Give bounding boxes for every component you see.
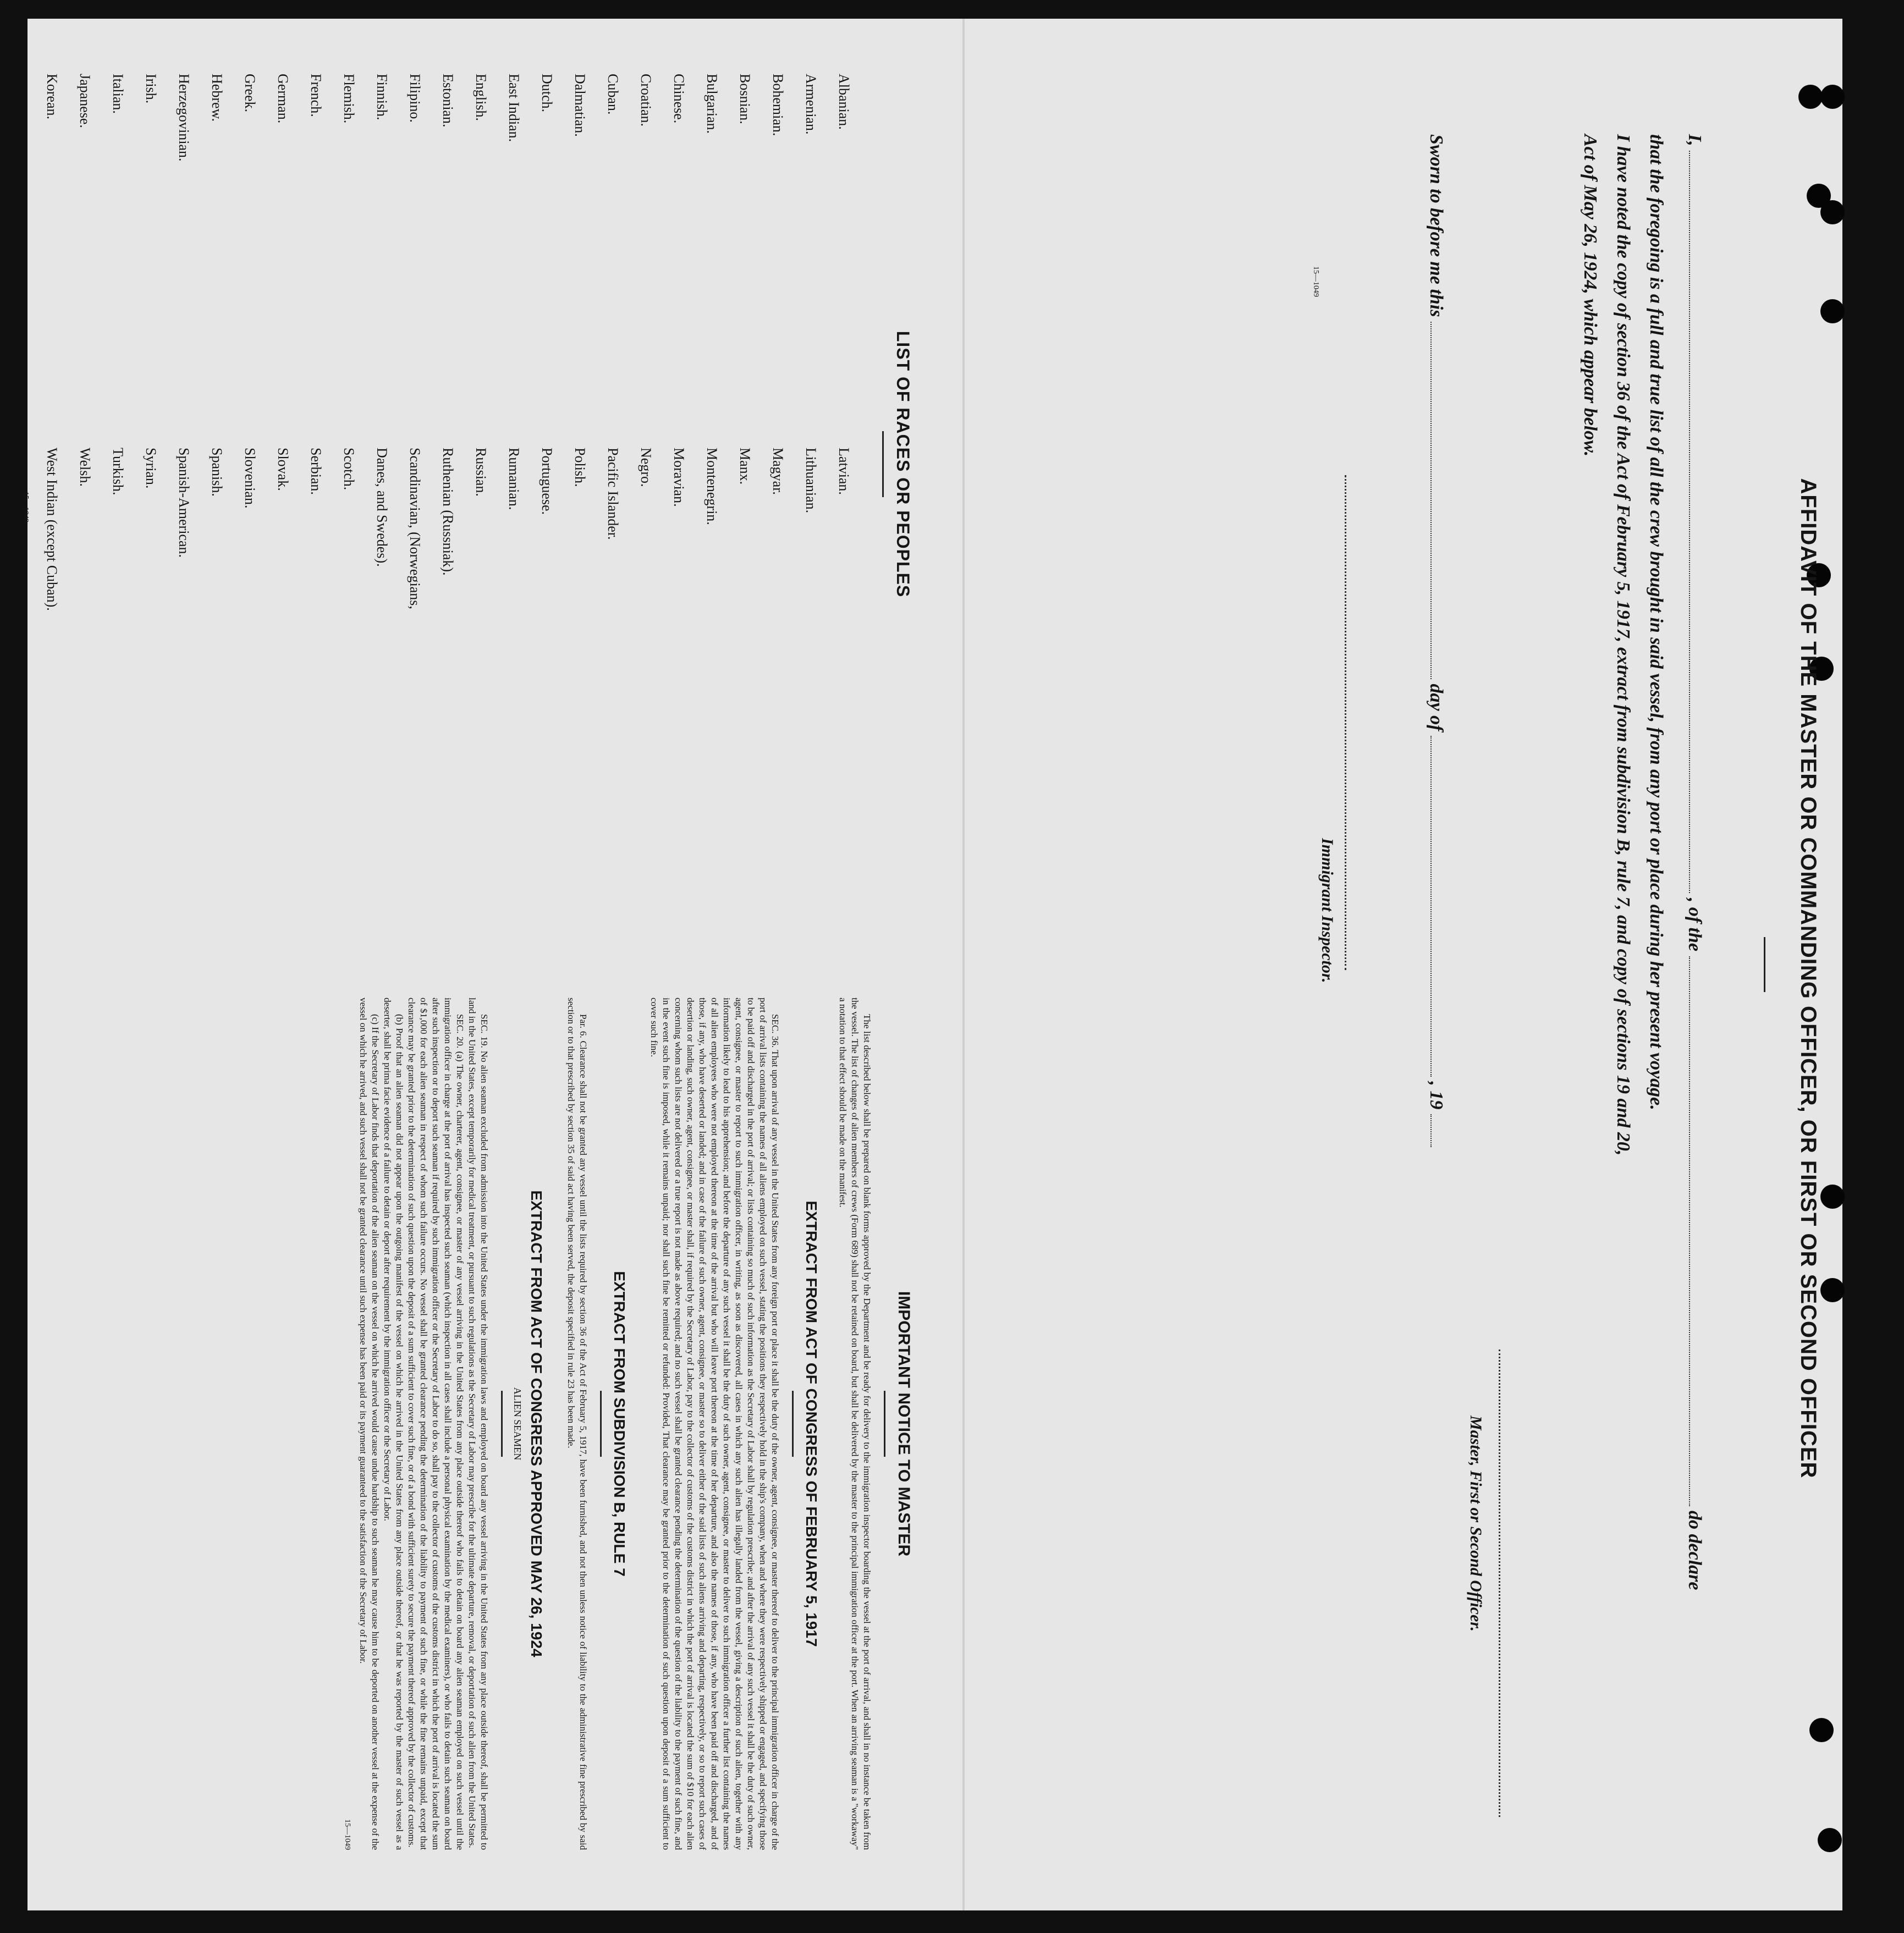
race-list-item: Rumanian. (506, 448, 522, 510)
races-column-2 (35, 448, 860, 800)
race-list-item: Bosnian. (737, 74, 753, 124)
race-list-item: Irish. (143, 74, 159, 104)
notice-heading: IMPORTANT NOTICE TO MASTER (895, 1291, 913, 1557)
affidavit-line-2: that the foregoing is a full and true list of all the crew brought in said vessel, from any port or place during her present voyage. (1646, 134, 1666, 1110)
race-list-item: Cuban. (605, 74, 621, 115)
notice-intro: The list described below shall be prepared on blank forms approved by the Department and be ready for delivery to the immigration inspector boarding the vessel at the port of arrival, and shall in no instance be taken from the vessel. The list of changes of alien members of crews (Form 689) shall not be retained on board, but shall be delivered by the master to the principal immigration officer at the port. When an arriving seaman is a "workaway" a notation to that effect should be made on the manifest. (838, 998, 872, 1850)
vessel-blank (1689, 956, 1704, 1506)
race-list-item: Hebrew. (209, 74, 225, 122)
section-19-text: SEC. 19. No alien seaman excluded from admission into the United States under the immigration laws and employed on board any vessel arriving in the United States from any place outside thereof, shall be permitted to land in the United States, except temporarily for medical treatment, or pursuant to such regulations as the Secretary of Labor may prescribe for the ultimate departure, removal, or deportation of such alien from the United States. (467, 998, 489, 1850)
affidavit-form-number: 15—1049 (1312, 266, 1320, 297)
sworn-year: , 19 (1426, 1081, 1446, 1110)
race-list-item: Greek. (242, 74, 258, 113)
race-list-item: Filipino. (407, 74, 423, 123)
race-list-item: Spanish. (209, 448, 225, 497)
sworn-date-blank (1430, 322, 1446, 679)
race-list-item: Korean. (44, 74, 60, 120)
race-list-item: Moravian. (671, 448, 687, 507)
extract1-text: SEC. 36. That upon arrival of any vessel in the United States from any foreign port or place it shall be the duty of the owner, agent, consignee, or master thereof to deliver to the principal immigration officer in charge of the port of arrival lists containing the names of all aliens employed on such vessel, stating the positions they respectively hold in the ship's company, when and where they were respectively shipped or engaged, and specifying those to be paid off and discharged in the port of arrival; or lists containing so much of such information as the Secretary of Labor shall by regulation prescribe; and after the arrival of any such vessel it shall be the duty of such owner, agent, consignee, or master to report to such immigration officer, in writing, as soon as discovered, all cases in which any such alien has illegally landed from the vessel, giving a description of such alien, together with any information likely to lead to his apprehension; and before the departure of any such vessel it shall be the duty of such owner, agent, consignee, or master to deliver to such immigration officer a further list containing the names of all alien employees who were not employed thereon at the time of the arrival but who will leave port thereon at the time of her departure, and also the names of those, if any, who have been paid off and discharged, and of those, if any, who have deserted or landed; and in case of the failure of such owner, agent, consignee, or master so to deliver either of the said lists of such aliens arriving and departing, respectively, or so to report such cases of desertion or landing, such owner, agent, consignee, or master shall, if required by the Secretary of Labor, pay to the collector of customs of the customs district in which the port of arrival is located the sum of $10 for each alien concerning whom such lists are not delivered or a true report is not made as above required; and no such vessel shall be granted clearance pending the determination of the question of the liability to the payment of such fine, and in the event such fine is imposed, while it remains unpaid; nor shall such fine be remitted or refunded: Provided, That clearance may be granted prior to the determination of such question upon deposit of a sum sufficient to cover such fine. (649, 998, 780, 1850)
affidavit-line1-start: I, (1685, 134, 1705, 146)
races-title: LIST OF RACES OR PEOPLES (893, 331, 913, 598)
race-list-item: Estonian. (440, 74, 456, 128)
race-list-item: Negro. (638, 448, 654, 487)
inspector-signature-label: Immigrant Inspector. (1318, 838, 1336, 983)
extract2-heading: EXTRACT FROM SUBDIVISION B, RULE 7 (611, 1271, 628, 1577)
title-rule (1764, 937, 1765, 992)
notice-rule (884, 1391, 885, 1457)
affidavit-line-3: I have noted the copy of section 36 of the Act of February 5, 1917, extract from subdivision B, rule 7, and copy of sections 19 and 20, (1613, 134, 1633, 1156)
extract3-subheading: ALIEN SEAMEN (512, 1387, 523, 1461)
affidavit-line1-end: do declare (1685, 1511, 1705, 1590)
form-sheet (21, 19, 1842, 1910)
race-list-item: English. (473, 74, 489, 121)
race-list-item: Magyar. (770, 448, 786, 495)
races-section (21, 52, 913, 877)
race-list-item: Serbian. (308, 448, 324, 495)
race-list-item: East Indian. (506, 74, 522, 142)
race-list-item: Pacific Islander. (605, 448, 621, 540)
race-list-item: Ruthenian (Russniak). (440, 448, 456, 576)
officer-signature-line (1499, 1350, 1501, 1817)
race-list-item: German. (275, 74, 291, 124)
rotated-form-content (21, 19, 1842, 1910)
race-list-item: Albanian. (836, 74, 852, 130)
race-list-item: Latvian. (836, 448, 852, 495)
races-rule (882, 431, 884, 497)
race-list-item: Bulgarian. (704, 74, 720, 134)
race-list-item: West Indian (except Cuban). (44, 448, 60, 611)
notice-section (66, 998, 913, 1850)
races-column-1 (35, 74, 860, 426)
race-list-item: Slovak. (275, 448, 291, 491)
race-list-item: Danes, and Swedes). (374, 448, 390, 567)
extract3-heading: EXTRACT FROM ACT OF CONGRESS APPROVED MAY 26, 1924 (528, 1190, 545, 1657)
sworn-prefix: Sworn to before me this (1426, 134, 1446, 317)
section-20a-text: SEC. 20. (a) The owner, charterer, agent, consignee, or master of any vessel arriving in the United States from any place outside thereof who fails to detain on board any alien seaman employed on such vessel until the immigration officer in charge at the port of arrival has inspected such seaman (which inspection in all cases shall include a personal physical examination by the medical examiners), or who fails to detain such seaman on board after such inspection or to deport such seaman if required by such immigration officer or the Secretary of Labor to do so, shall pay to the collector of customs of the customs district in which the port of arrival is located the sum of $1,000 for each alien seaman in respect of whom such failure occurs. No vessel shall be granted clearance pending the determination of the liability to payment of such fine, or while the fine remains unpaid, except that clearance may be granted prior to the determination of such question upon the deposit of a sum sufficient to cover such fine, or of a bond with sufficient surety to secure the payment thereof approved by the collector of customs. (406, 998, 465, 1850)
race-list-item: Dalmatian. (572, 74, 588, 137)
notice-form-number: 15—1049 (343, 1819, 351, 1850)
race-list-item: Lithuanian. (803, 448, 819, 514)
race-list-item: Portuguese. (539, 448, 555, 515)
race-list-item: Turkish. (110, 448, 126, 495)
race-list-item: French. (308, 74, 324, 117)
sworn-month-blank (1430, 736, 1446, 1077)
sworn-year-blank (1430, 1114, 1446, 1147)
race-list-item: Scandinavian, (Norwegians, (407, 448, 423, 609)
races-columns (35, 52, 860, 877)
affidavit-section (935, 112, 1842, 1844)
race-list-item: Herzegovinian. (176, 74, 192, 162)
name-blank (1689, 151, 1704, 893)
extract1-rule (792, 1391, 794, 1457)
race-list-item: Welsh. (77, 448, 93, 487)
race-list-item: Armenian. (803, 74, 819, 135)
race-list-item: Italian. (110, 74, 126, 114)
inspector-signature-line (1345, 475, 1347, 970)
race-list-item: Chinese. (671, 74, 687, 124)
races-form-number: 15—1049 (21, 492, 30, 522)
race-list-item: Flemish. (341, 74, 357, 124)
sworn-line (1426, 134, 1446, 1147)
race-list-item: Montenegrin. (704, 448, 720, 525)
race-list-item: Scotch. (341, 448, 357, 491)
race-list-item: Spanish-American. (176, 448, 192, 558)
race-list-item: Syrian. (143, 448, 159, 489)
race-list-item: Finnish. (374, 74, 390, 120)
affidavit-title: AFFIDAVIT OF THE MASTER OR COMMANDING OFFICER, OR FIRST OR SECOND OFFICER (1796, 478, 1820, 1479)
extract2-rule (600, 1391, 602, 1457)
section-20b-text: (b) Proof that an alien seaman did not appear upon the outgoing manifest of the vessel on which he arrived in the United States from any place outside thereof, or that he was reported by the master of such vessel as a deserter, shall be prima facie evidence of a failure to detain or deport after requirement by the immigration officer or the Secretary of Labor. (382, 998, 405, 1850)
extract3-rule (501, 1391, 503, 1457)
race-list-item: Japanese. (77, 74, 93, 128)
race-list-item: Polish. (572, 448, 588, 487)
affidavit-line-4: Act of May 26, 1924, which appear below. (1580, 134, 1600, 457)
race-list-item: Russian. (473, 448, 489, 497)
race-list-item: Croatian. (638, 74, 654, 127)
race-list-item: Bohemian. (770, 74, 786, 136)
race-list-item: Dutch. (539, 74, 555, 113)
extract1-heading: EXTRACT FROM ACT OF CONGRESS OF FEBRUARY 5, 1917 (803, 1200, 820, 1647)
race-list-item: Manx. (737, 448, 753, 485)
race-list-item: Slovenian. (242, 448, 258, 509)
section-20c-text: (c) If the Secretary of Labor finds that deportation of the alien seaman on the vessel on which he arrived would cause undue hardship to such seaman he may cause him to be deported on another vessel at the expense of the vessel on which he arrived, and such vessel shall not be granted clearance until such expense has been paid or its payment guaranteed to the satisfaction of the Secretary of Labor. (358, 998, 381, 1850)
officer-signature-label: Master, First or Second Officer. (1467, 1416, 1485, 1632)
sworn-day: day of (1426, 684, 1446, 731)
affidavit-line-1 (1684, 134, 1705, 1590)
extract2-text: Par. 6. Clearance shall not be granted any vessel until the lists required by section 36 of the Act of February 5, 1917, have been furnished, and not then unless notice of liability to the administrative fine prescribed by said section or to that prescribed by section 35 of said act having been served, the deposit specified in rule 23 has been made. (566, 998, 588, 1850)
affidavit-line1-mid: , of the (1685, 897, 1705, 952)
